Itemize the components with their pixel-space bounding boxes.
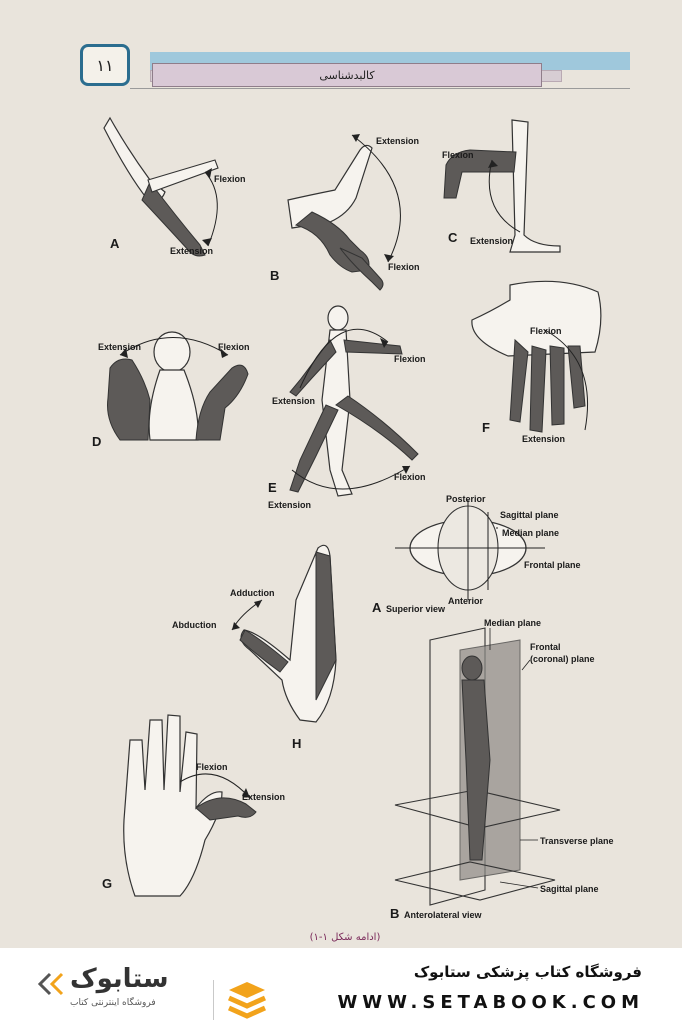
book-stack-icon xyxy=(225,980,269,1020)
label-extension-b: Extension xyxy=(376,136,420,146)
label-extension-f: Extension xyxy=(522,434,566,444)
label-frontal-coronal-1: Frontal xyxy=(530,642,561,652)
panel-a-drawing xyxy=(104,118,218,256)
panel-label-anterolateral-b: B xyxy=(390,906,400,921)
panel-label-d: D xyxy=(92,434,102,449)
label-posterior: Posterior xyxy=(446,494,486,504)
panel-label-g: G xyxy=(102,876,113,891)
panel-label-a: A xyxy=(110,236,120,251)
label-extension-a: Extension xyxy=(170,246,214,256)
panel-label-h: H xyxy=(292,736,302,751)
panel-b-drawing xyxy=(288,134,400,290)
label-median-plane-top: Median plane xyxy=(502,528,560,538)
anterolateral-view-drawing xyxy=(395,628,560,905)
label-median-plane: Median plane xyxy=(484,618,542,628)
label-flexion-g: Flexion xyxy=(196,762,228,772)
label-extension-e-leg: Extension xyxy=(268,500,312,510)
label-sagittal-plane-top: Sagittal plane xyxy=(500,510,559,520)
logo-divider xyxy=(213,980,214,1020)
label-extension-d: Extension xyxy=(98,342,142,352)
logo-text: ستابوک xyxy=(70,964,169,994)
label-superior-view: Superior view xyxy=(386,604,446,614)
label-flexion-b: Flexion xyxy=(388,262,420,272)
label-extension-e-arm: Extension xyxy=(272,396,316,406)
panel-label-c: C xyxy=(448,230,458,245)
label-flexion-c: Flexion xyxy=(442,150,474,160)
label-transverse-plane: Transverse plane xyxy=(540,836,614,846)
chapter-title: کالبدشناسی xyxy=(152,63,542,87)
label-extension-c: Extension xyxy=(470,236,514,246)
label-frontal-plane: Frontal plane xyxy=(524,560,581,570)
label-flexion-e-leg: Flexion xyxy=(394,472,426,482)
page-number: ۱۱ xyxy=(80,44,130,86)
label-flexion-a: Flexion xyxy=(214,174,246,184)
panel-label-superior-a: A xyxy=(372,600,382,615)
logo-subtitle: فروشگاه اینترنتی کتاب xyxy=(70,998,156,1008)
label-sagittal-plane: Sagittal plane xyxy=(540,884,599,894)
panel-c-drawing xyxy=(444,120,560,252)
chevrons-icon xyxy=(36,972,66,996)
panel-f-drawing xyxy=(472,281,601,432)
label-anterior: Anterior xyxy=(448,596,484,606)
label-anterolateral-view: Anterolateral view xyxy=(404,910,482,920)
panel-label-f: F xyxy=(482,420,490,435)
label-extension-g: Extension xyxy=(242,792,286,802)
panel-g-drawing xyxy=(124,715,256,896)
panel-h-drawing xyxy=(232,545,336,722)
store-url[interactable]: WWW.SETABOOK.COM xyxy=(337,992,644,1013)
store-footer xyxy=(0,948,682,1024)
label-adduction: Adduction xyxy=(230,588,275,598)
label-frontal-coronal-2: (coronal) plane xyxy=(530,654,595,664)
figure-caption: (ادامه شکل ۱-۱) xyxy=(309,932,381,943)
store-name: فروشگاه کتاب پزشکی ستابوک xyxy=(413,963,642,981)
label-flexion-f: Flexion xyxy=(530,326,562,336)
panel-label-e: E xyxy=(268,480,277,495)
label-flexion-d: Flexion xyxy=(218,342,250,352)
store-logo xyxy=(30,962,250,1014)
panel-label-b: B xyxy=(270,268,280,283)
label-flexion-e-top: Flexion xyxy=(394,354,426,364)
label-abduction: Abduction xyxy=(172,620,217,630)
